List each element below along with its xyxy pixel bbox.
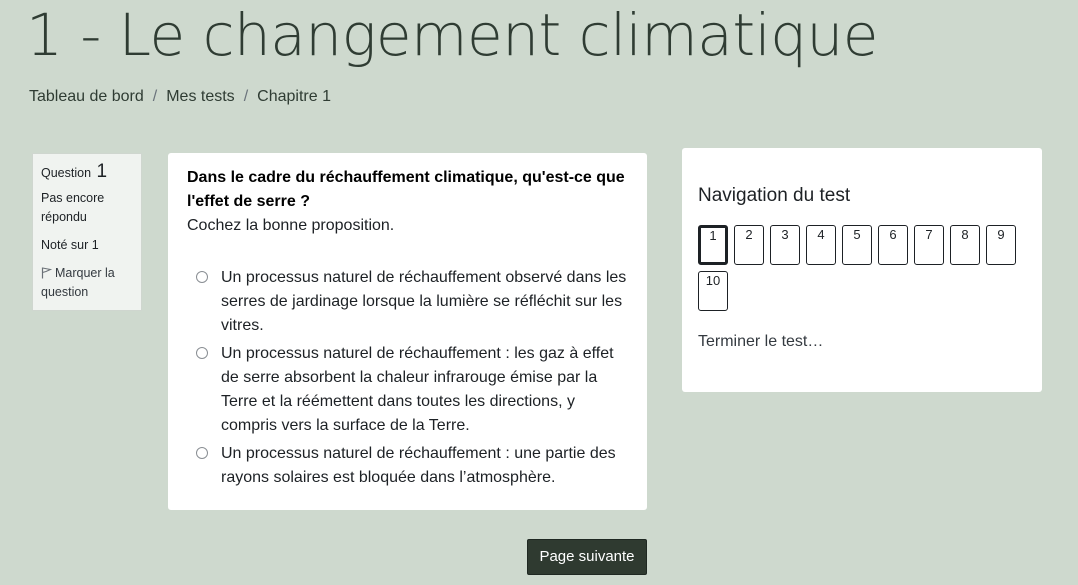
quiz-navigation-buttons: [698, 225, 1028, 317]
answer-text-3: Un processus naturel de réchauffement : une partie des rayons solaires est bloquée dans l’atmosphère.: [221, 445, 616, 486]
quiz-navigation-title: Navigation du test: [698, 185, 851, 206]
nav-question-7-button[interactable]: 7: [914, 225, 944, 265]
nav-question-9-button[interactable]: 9: [986, 225, 1016, 265]
finish-attempt-link[interactable]: Terminer le test…: [698, 333, 824, 350]
breadcrumb-separator: /: [152, 88, 158, 105]
answer-radio-3[interactable]: [196, 447, 208, 459]
answer-radio-2[interactable]: [196, 347, 208, 359]
answer-options: [187, 266, 628, 490]
breadcrumb: [29, 86, 331, 108]
flag-icon: [41, 267, 52, 279]
answer-radio-1[interactable]: [196, 271, 208, 283]
question-grade: Noté sur 1: [41, 238, 99, 252]
question-number-row: [41, 160, 133, 185]
nav-question-8-button[interactable]: 8: [950, 225, 980, 265]
next-page-button[interactable]: Page suivante: [527, 539, 647, 575]
breadcrumb-my-tests-link[interactable]: Mes tests: [166, 88, 235, 105]
answer-option-1[interactable]: [187, 266, 628, 338]
answer-option-2[interactable]: [187, 342, 628, 438]
breadcrumb-dashboard-link[interactable]: Tableau de bord: [29, 88, 144, 105]
question-info-panel: [32, 153, 142, 311]
nav-question-3-button[interactable]: 3: [770, 225, 800, 265]
question-text: Dans le cadre du réchauffement climatique, qu'est-ce que l'effet de serre ?: [187, 169, 625, 210]
breadcrumb-chapter-link[interactable]: Chapitre 1: [257, 88, 331, 105]
nav-question-4-button[interactable]: 4: [806, 225, 836, 265]
nav-question-2-button[interactable]: 2: [734, 225, 764, 265]
quiz-navigation-panel: [682, 148, 1042, 392]
question-number: 1: [96, 161, 108, 182]
question-content: [168, 153, 647, 510]
nav-question-6-button[interactable]: 6: [878, 225, 908, 265]
nav-question-5-button[interactable]: 5: [842, 225, 872, 265]
breadcrumb-separator: /: [243, 88, 249, 105]
nav-question-10-button[interactable]: 10: [698, 271, 728, 311]
answer-text-1: Un processus naturel de réchauffement observé dans les serres de jardinage lorsque la lumière se réfléchit sur les vitres.: [221, 269, 627, 334]
flag-question-button[interactable]: [41, 264, 133, 302]
nav-question-1-button[interactable]: 1: [698, 225, 728, 265]
question-prompt: Cochez la bonne proposition.: [187, 217, 395, 234]
page-title: 1 - Le changement climatique: [26, 1, 878, 69]
question-state: Pas encore répondu: [41, 191, 105, 224]
answer-text-2: Un processus naturel de réchauffement : les gaz à effet de serre absorbent la chaleur infrarouge émise par la Terre et la réémettent dans toutes les directions, y compris vers la surface de la Terre.: [221, 345, 614, 434]
answer-option-3[interactable]: [187, 442, 628, 490]
question-label: Question: [41, 166, 92, 180]
flag-question-label: Marquer la question: [41, 266, 115, 299]
